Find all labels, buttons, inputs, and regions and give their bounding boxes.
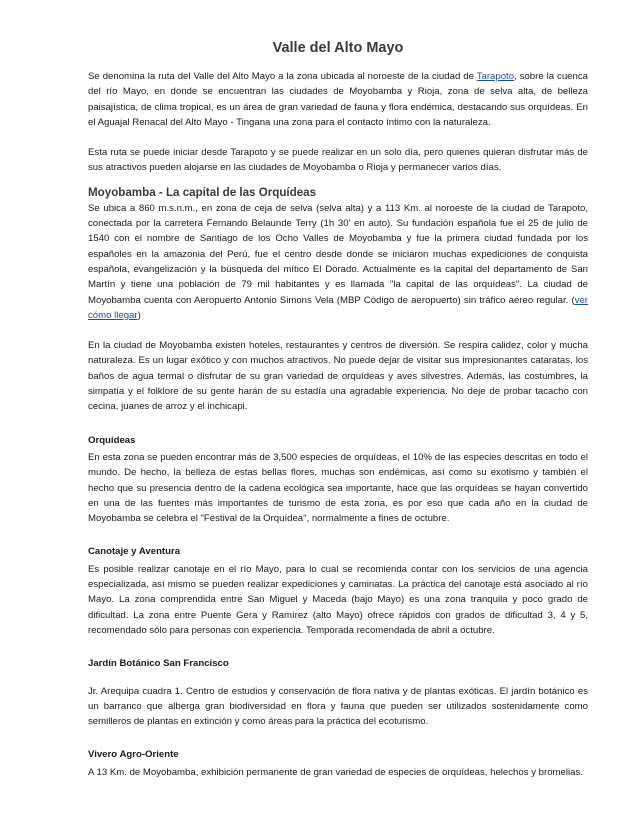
moyobamba-text-before: Se ubica a 860 m.s.n.m., en zona de ceja de selva (selva alta) y a 113 Km. al noroeste de la ciudad de Tarapoto, conectada por la carretera Fernando Belaunde Terry (1h 30' en auto). Su fundación española fue el 25 de julio de 1540 con el nombre de Santiago de los Ocho Valles de Moyobamba y fue la primera ciudad fundada por los españoles en la amazonia del Perú, fue el centro desde donde se iniciaron muchas expediciones de conquista española, evangelización y la búsqueda del mítico El Dorado. Actualmente es la capital del departamento de San Martín y tiene una población de 79 mil habitantes y es llamada "la capital de las orquídeas". La ciudad de Moyobamba cuenta con Aeropuerto Antonio Simons Vela (MBP Código de aeropuerto) sin tráfico aéreo regular. ( [88, 202, 588, 306]
spacer [88, 638, 588, 656]
intro-text-after: , sobre la cuenca del río Mayo, en donde se encuentran las ciudades de Moyobamba y Rioja, zona de selva alta, de belleza paisajística, de clima tropical, es un área de gran variedad de fauna y flora endémica, destacando sus orquídeas. En el Aguajal Renacal del Alto Mayo - Tingana una zona para el contacto íntimo con la naturaleza. [88, 71, 588, 128]
ver-como-llegar-link[interactable]: ver cómo llegar [88, 294, 588, 321]
intro-paragraph-2: Esta ruta se puede iniciar desde Tarapoto y se puede realizar en un solo día, pero quienes quieran disfrutar más de sus atractivos pueden alojarse en las ciudades de Moyobamba o Rioja y permanecer varios días. [88, 147, 588, 174]
spacer [88, 415, 588, 433]
spacer [88, 323, 588, 338]
orquideas-heading: Orquídeas [88, 434, 136, 446]
spacer [88, 130, 588, 145]
intro-text-before: Se denomina la ruta del Valle del Alto Mayo a la zona ubicada al noroeste de la ciudad de [88, 71, 477, 82]
moyobamba-text-after: ) [137, 309, 141, 321]
jardin-heading: Jardín Botánico San Francisco [88, 658, 229, 670]
page-title: Valle del Alto Mayo [272, 40, 404, 56]
jardin-paragraph: Jr. Arequipa cuadra 1. Centro de estudios y conservación de flora nativa y de plantas exóticas. El jardín botánico es un barranco que alberga gran biodiversidad en flora y fauna que pueden ser utilizados sostenidamente como semilleros de plantas en extinción y como áreas para la práctica del ecoturismo. [88, 685, 588, 728]
spacer [88, 674, 588, 684]
vivero-heading: Vivero Agro-Oriente [88, 749, 179, 761]
canotaje-paragraph: Es posible realizar canotaje en el río Mayo, para lo cual se recomienda contar con los servicios de una agencia especializada, así mismo se pueden realizar expediciones y caminatas. La práctica del canotaje está asociado al río Mayo. La zona comprendida entre San Miguel y Maceda (bajo Mayo) es una zona tranquila y poco grado de dificultad. La zona entre Puente Gera y Ramírez (alto Mayo) ofrece rápidos con grados de dificultad 3, 4 y 5, recomendado sólo para personas con experiencia. Temporada recomendada de abril a octubre. [88, 563, 588, 636]
moyobamba-heading: Moyobamba - La capital de las Orquídeas [88, 185, 317, 199]
spacer [88, 729, 588, 747]
intro-paragraph-1 [88, 69, 588, 130]
spacer [88, 526, 588, 544]
spacer [88, 176, 588, 186]
vivero-paragraph: A 13 Km. de Moyobamba, exhibición permanente de gran variedad de especies de orquídeas, helechos y bromelias. [88, 766, 583, 778]
document-page [88, 40, 588, 780]
moyobamba-paragraph-1 [88, 201, 588, 323]
moyobamba-paragraph-2: En la ciudad de Moyobamba existen hoteles, restaurantes y centros de diversión. Se respira calidez, color y mucha naturaleza. Es un lugar exótico y con muchos atractivos. No puede dejar de visitar sus impresionantes cataratas, los baños de agua termal o disfrutar de su gran variedad de orquídeas y aves silvestres. Además, las costumbres, la simpatía y el folklore de su gente harán de su estadía una agradable experiencia. No deje de probar tacacho con cecina, juanes de arroz y el inchicapi. [88, 340, 588, 413]
canotaje-heading: Canotaje y Aventura [88, 546, 181, 558]
tarapoto-link[interactable]: Tarapoto [476, 71, 515, 82]
orquideas-paragraph: En esta zona se pueden encontrar más de 3,500 especies de orquídeas, el 10% de las especies descritas en todo el mundo. De hecho, la belleza de estas bellas flores, muchas son endémicas, así como su exotismo y también el hecho que su presencia dentro de la cadena ecológica sea importante, hace que las orquídeas se hayan convertido en una de las fuentes más importantes de turismo de esta zona, es por eso que cada año en la ciudad de Moyobamba se celebra el "Festival de la Orquídea", normalmente a fines de octubre. [88, 451, 588, 525]
